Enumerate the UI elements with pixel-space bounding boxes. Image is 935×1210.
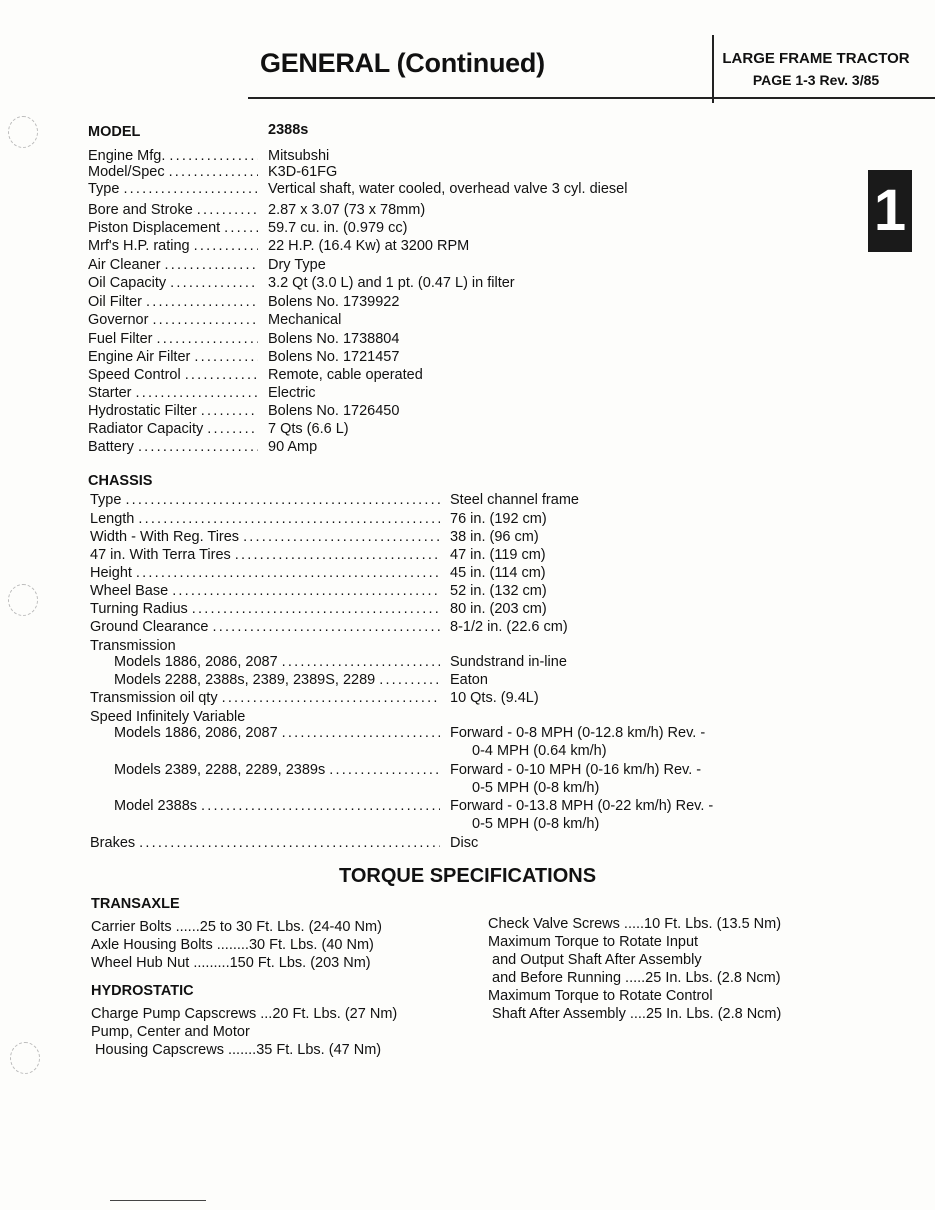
spec-label-wrap xyxy=(90,619,440,636)
spec-value: 76 in. (192 cm) xyxy=(450,511,547,527)
section-tab: 1 xyxy=(868,170,912,252)
spec-label-wrap xyxy=(88,421,258,438)
footer-rule xyxy=(110,1200,206,1201)
spec-row xyxy=(88,148,329,165)
spec-row xyxy=(88,181,627,198)
spec-row xyxy=(90,709,430,726)
torque-line: and Output Shaft After Assembly xyxy=(488,952,702,968)
spec-row xyxy=(90,638,430,655)
spec-value: Vertical shaft, water cooled, overhead valve 3 cyl. diesel xyxy=(268,181,628,197)
page-title: GENERAL (Continued) xyxy=(260,48,545,78)
spec-label-wrap xyxy=(114,798,440,815)
dot-leader xyxy=(148,312,258,329)
dot-leader xyxy=(134,511,440,528)
manual-title: LARGE FRAME TRACTOR xyxy=(722,50,910,67)
spec-value: Sundstrand in-line xyxy=(450,654,567,670)
spec-label: Height xyxy=(90,565,132,581)
torque-line: Pump, Center and Motor xyxy=(91,1024,250,1040)
spec-row xyxy=(88,312,341,329)
spec-value: 52 in. (132 cm) xyxy=(450,583,547,599)
spec-row xyxy=(88,385,316,402)
spec-label-wrap xyxy=(88,220,258,237)
dot-leader xyxy=(166,275,258,292)
spec-row xyxy=(88,331,399,348)
spec-label-wrap xyxy=(90,492,440,509)
spec-value: 22 H.P. (16.4 Kw) at 3200 RPM xyxy=(268,238,470,254)
spec-value: Bolens No. 1738804 xyxy=(268,331,400,347)
spec-label: Models 2389, 2288, 2289, 2389s xyxy=(114,762,326,778)
spec-row xyxy=(88,202,425,219)
spec-label: Brakes xyxy=(90,835,136,851)
dot-leader xyxy=(325,762,440,779)
dot-leader xyxy=(142,294,258,311)
spec-label: Oil Filter xyxy=(88,294,142,310)
spec-label-wrap xyxy=(88,367,258,384)
spec-value: 45 in. (114 cm) xyxy=(450,565,546,581)
spec-row xyxy=(88,275,515,292)
spec-label: Piston Displacement xyxy=(88,220,221,236)
spec-label-wrap xyxy=(114,672,440,689)
spec-label: Battery xyxy=(88,439,134,455)
dot-leader xyxy=(239,529,440,546)
spec-label-wrap xyxy=(88,312,258,329)
spec-label: Models 2288, 2388s, 2389, 2389S, 2289 xyxy=(114,672,376,688)
spec-label: Starter xyxy=(88,385,132,401)
spec-label-wrap xyxy=(88,439,258,456)
spec-value: Forward - 0-8 MPH (0-12.8 km/h) Rev. - xyxy=(450,725,706,741)
torque-line: Charge Pump Capscrews ...20 Ft. Lbs. (27 Nm) xyxy=(91,1006,398,1022)
spec-value: Bolens No. 1739922 xyxy=(268,294,400,310)
dot-leader xyxy=(165,148,258,165)
spec-label-wrap xyxy=(90,690,440,707)
spec-value: K3D-61FG xyxy=(268,164,338,180)
spec-row xyxy=(88,439,317,456)
spec-row xyxy=(88,367,423,384)
dot-leader xyxy=(161,257,258,274)
spec-row xyxy=(90,835,478,852)
spec-row xyxy=(88,421,349,438)
torque-title: TORQUE SPECIFICATIONS xyxy=(338,865,597,887)
dot-leader xyxy=(132,565,440,582)
spec-label-wrap xyxy=(88,294,258,311)
spec-label: Type xyxy=(88,181,120,197)
spec-label: Mrf's H.P. rating xyxy=(88,238,190,254)
torque-line: Maximum Torque to Rotate Input xyxy=(488,934,699,950)
spec-value-cont: 0-5 MPH (0-8 km/h) xyxy=(472,780,600,796)
dot-leader xyxy=(165,164,258,181)
dot-leader xyxy=(278,725,440,742)
dot-leader xyxy=(220,220,258,237)
dot-leader xyxy=(375,672,440,689)
spec-row xyxy=(88,238,469,255)
spec-row xyxy=(88,349,399,366)
spec-row xyxy=(114,672,488,689)
torque-line: and Before Running .....25 In. Lbs. (2.8 Ncm) xyxy=(488,970,781,986)
dot-leader xyxy=(278,654,440,671)
spec-row xyxy=(90,690,539,707)
punch-hole xyxy=(8,584,38,616)
spec-label-wrap xyxy=(88,202,258,219)
page-number: PAGE 1-3 Rev. 3/85 xyxy=(752,72,880,88)
spec-value: 10 Qts. (9.4L) xyxy=(450,690,539,706)
spec-label-wrap xyxy=(90,511,440,528)
dot-leader xyxy=(121,492,440,509)
spec-label-wrap xyxy=(88,164,258,181)
spec-value: Remote, cable operated xyxy=(268,367,423,383)
spec-row xyxy=(90,583,547,600)
punch-hole xyxy=(10,1042,40,1074)
spec-value: 90 Amp xyxy=(268,439,318,455)
spec-row xyxy=(90,565,546,582)
header-divider xyxy=(712,35,714,103)
spec-label: Transmission xyxy=(90,638,176,654)
spec-label-wrap xyxy=(88,275,258,292)
punch-hole xyxy=(8,116,38,148)
spec-row xyxy=(114,762,701,779)
torque-line: Carrier Bolts ......25 to 30 Ft. Lbs. (24-40 Nm) xyxy=(91,919,382,935)
spec-value: Eaton xyxy=(450,672,488,688)
spec-row xyxy=(114,798,713,815)
spec-value: 3.2 Qt (3.0 L) and 1 pt. (0.47 L) in filter xyxy=(268,275,515,291)
spec-label: Model 2388s xyxy=(114,798,198,814)
spec-label-wrap xyxy=(90,638,430,655)
dot-leader xyxy=(231,547,440,564)
spec-value: Mitsubshi xyxy=(268,148,330,164)
spec-value: Disc xyxy=(450,835,479,851)
spec-value: Forward - 0-13.8 MPH (0-22 km/h) Rev. - xyxy=(450,798,714,814)
spec-row xyxy=(114,725,705,742)
spec-label: Engine Mfg. xyxy=(88,148,166,164)
spec-label: Wheel Base xyxy=(90,583,169,599)
spec-value: 59.7 cu. in. (0.979 cc) xyxy=(268,220,408,236)
spec-value: Forward - 0-10 MPH (0-16 km/h) Rev. - xyxy=(450,762,702,778)
torque-line: Maximum Torque to Rotate Control xyxy=(488,988,713,1004)
spec-row xyxy=(90,529,539,546)
spec-label: Oil Capacity xyxy=(88,275,167,291)
dot-leader xyxy=(168,583,440,600)
spec-value-cont: 0-4 MPH (0.64 km/h) xyxy=(472,743,607,759)
spec-label: Width - With Reg. Tires xyxy=(90,529,240,545)
spec-label-wrap xyxy=(88,257,258,274)
spec-value-cont: 0-5 MPH (0-8 km/h) xyxy=(472,816,600,832)
dot-leader xyxy=(190,349,258,366)
spec-label: Transmission oil qty xyxy=(90,690,218,706)
spec-label: 47 in. With Terra Tires xyxy=(90,547,231,563)
spec-row xyxy=(88,257,326,274)
dot-leader xyxy=(197,403,258,420)
spec-value: Bolens No. 1721457 xyxy=(268,349,400,365)
spec-value: 38 in. (96 cm) xyxy=(450,529,539,545)
torque-line: Housing Capscrews .......35 Ft. Lbs. (47 Nm) xyxy=(91,1042,382,1058)
dot-leader xyxy=(135,835,440,852)
dot-leader xyxy=(209,619,441,636)
spec-label: Models 1886, 2086, 2087 xyxy=(114,654,278,670)
spec-label-wrap xyxy=(90,565,440,582)
spec-value: Steel channel frame xyxy=(450,492,579,508)
dot-leader xyxy=(203,421,258,438)
spec-row xyxy=(90,492,579,509)
dot-leader xyxy=(119,181,258,198)
torque-line: Wheel Hub Nut .........150 Ft. Lbs. (203 Nm) xyxy=(91,955,371,971)
dot-leader xyxy=(181,367,258,384)
model-label: MODEL xyxy=(88,124,141,140)
spec-value: Dry Type xyxy=(268,257,326,273)
spec-value: Mechanical xyxy=(268,312,342,328)
spec-row xyxy=(88,164,337,181)
spec-label: Hydrostatic Filter xyxy=(88,403,197,419)
spec-label: Radiator Capacity xyxy=(88,421,204,437)
header-rule xyxy=(248,97,935,99)
dot-leader xyxy=(188,601,440,618)
spec-value: 2.87 x 3.07 (73 x 78mm) xyxy=(268,202,426,218)
dot-leader xyxy=(193,202,258,219)
spec-label: Air Cleaner xyxy=(88,257,161,273)
spec-label: Fuel Filter xyxy=(88,331,153,347)
spec-label: Speed Control xyxy=(88,367,181,383)
spec-label-wrap xyxy=(90,529,440,546)
transaxle-heading: TRANSAXLE xyxy=(91,896,180,912)
spec-row xyxy=(90,601,547,618)
dot-leader xyxy=(152,331,258,348)
spec-label-wrap xyxy=(90,709,430,726)
spec-label-wrap xyxy=(88,181,258,198)
spec-label-wrap xyxy=(88,331,258,348)
spec-label-wrap xyxy=(88,349,258,366)
spec-label: Speed Infinitely Variable xyxy=(90,709,246,725)
spec-label: Bore and Stroke xyxy=(88,202,193,218)
spec-row xyxy=(90,547,546,564)
spec-label-wrap xyxy=(90,601,440,618)
dot-leader xyxy=(190,238,258,255)
spec-label-wrap xyxy=(88,403,258,420)
spec-label-wrap xyxy=(90,835,440,852)
spec-value: Bolens No. 1726450 xyxy=(268,403,400,419)
spec-label: Governor xyxy=(88,312,149,328)
spec-label-wrap xyxy=(90,547,440,564)
spec-label-wrap xyxy=(114,725,440,742)
spec-label-wrap xyxy=(114,762,440,779)
spec-value: 80 in. (203 cm) xyxy=(450,601,547,617)
spec-label: Models 1886, 2086, 2087 xyxy=(114,725,278,741)
dot-leader xyxy=(132,385,258,402)
spec-label: Engine Air Filter xyxy=(88,349,191,365)
spec-label: Model/Spec xyxy=(88,164,165,180)
model-value: 2388s xyxy=(268,122,309,138)
chassis-heading: CHASSIS xyxy=(88,473,153,489)
spec-row xyxy=(114,654,567,671)
hydrostatic-heading: HYDROSTATIC xyxy=(91,983,194,999)
torque-line: Shaft After Assembly ....25 In. Lbs. (2.8 Ncm) xyxy=(488,1006,782,1022)
spec-label-wrap xyxy=(114,654,440,671)
spec-label-wrap xyxy=(90,583,440,600)
spec-value: Electric xyxy=(268,385,316,401)
dot-leader xyxy=(197,798,440,815)
spec-row xyxy=(90,511,547,528)
spec-row xyxy=(88,294,399,311)
spec-label-wrap xyxy=(88,385,258,402)
spec-value: 8-1/2 in. (22.6 cm) xyxy=(450,619,568,635)
spec-label: Type xyxy=(90,492,122,508)
spec-label-wrap xyxy=(88,148,258,165)
torque-line: Check Valve Screws .....10 Ft. Lbs. (13.5 Nm) xyxy=(488,916,782,932)
spec-label: Turning Radius xyxy=(90,601,188,617)
dot-leader xyxy=(134,439,258,456)
torque-line: Axle Housing Bolts ........30 Ft. Lbs. (40 Nm) xyxy=(91,937,374,953)
spec-label: Length xyxy=(90,511,135,527)
dot-leader xyxy=(218,690,440,707)
spec-value: 7 Qts (6.6 L) xyxy=(268,421,349,437)
spec-label-wrap xyxy=(88,238,258,255)
spec-value: 47 in. (119 cm) xyxy=(450,547,546,563)
spec-row xyxy=(90,619,568,636)
spec-row xyxy=(88,220,407,237)
spec-row xyxy=(88,403,399,420)
spec-label: Ground Clearance xyxy=(90,619,209,635)
